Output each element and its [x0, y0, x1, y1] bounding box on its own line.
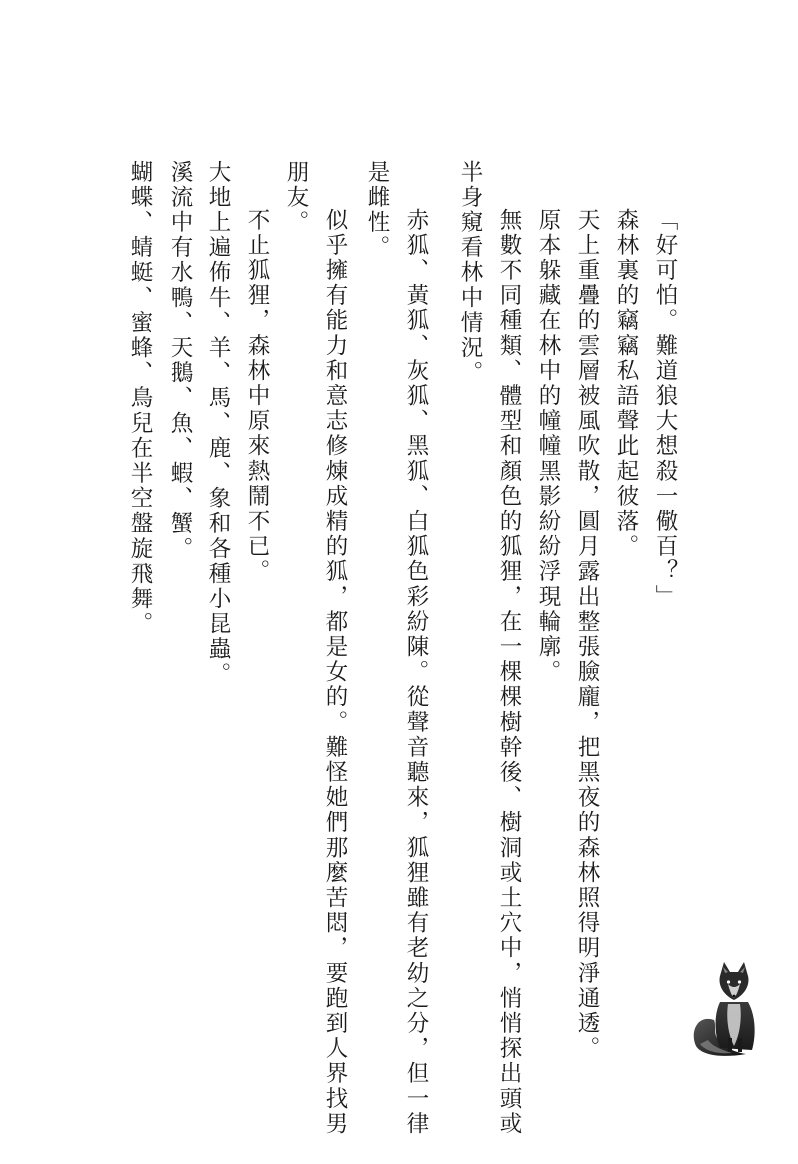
text-column-2: 森林裏的竊竊私語聲此起彼落。 [613, 208, 639, 560]
text-column-10: 朋友。 [283, 160, 309, 236]
text-column-6: 半身窺看林中情況。 [457, 160, 483, 386]
text-column-13: 溪流中有水鴨、天鵝、魚、蝦、蟹。 [167, 160, 193, 562]
text-column-14: 蝴蝶、蜻蜓、蜜蜂、鳥兒在半空盤旋飛舞。 [127, 160, 153, 637]
text-column-3: 天上重疊的雲層被風吹散，圓月露出整張臉龐，把黑夜的森林照得明淨通透。 [574, 208, 600, 1062]
text-column-5: 無數不同種類、體型和顏色的狐狸，在一棵棵樹幹後、樹洞或土穴中，悄悄探出頭或 [496, 208, 522, 1137]
text-column-7: 赤狐、黃狐、灰狐、黑狐、白狐色彩紛陳。從聲音聽來，狐狸雖有老幼之分，但一律 [403, 208, 429, 1137]
text-column-1: 「好可怕。難道狼大想殺一儆百？」 [652, 208, 678, 610]
text-column-11: 不止狐狸，森林中原來熱鬧不已。 [244, 208, 270, 585]
text-column-9: 似乎擁有能力和意志修煉成精的狐，都是女的。難怪她們那麼苦悶，要跑到人界找男 [322, 208, 348, 1137]
text-column-8: 是雌性。 [364, 160, 390, 261]
text-column-12: 大地上遍佈牛、羊、馬、鹿、象和各種小昆蟲。 [205, 160, 231, 688]
text-column-4: 原本躲藏在林中的幢幢黑影紛紛浮現輪廓。 [535, 208, 561, 685]
fox-icon [690, 958, 770, 1058]
